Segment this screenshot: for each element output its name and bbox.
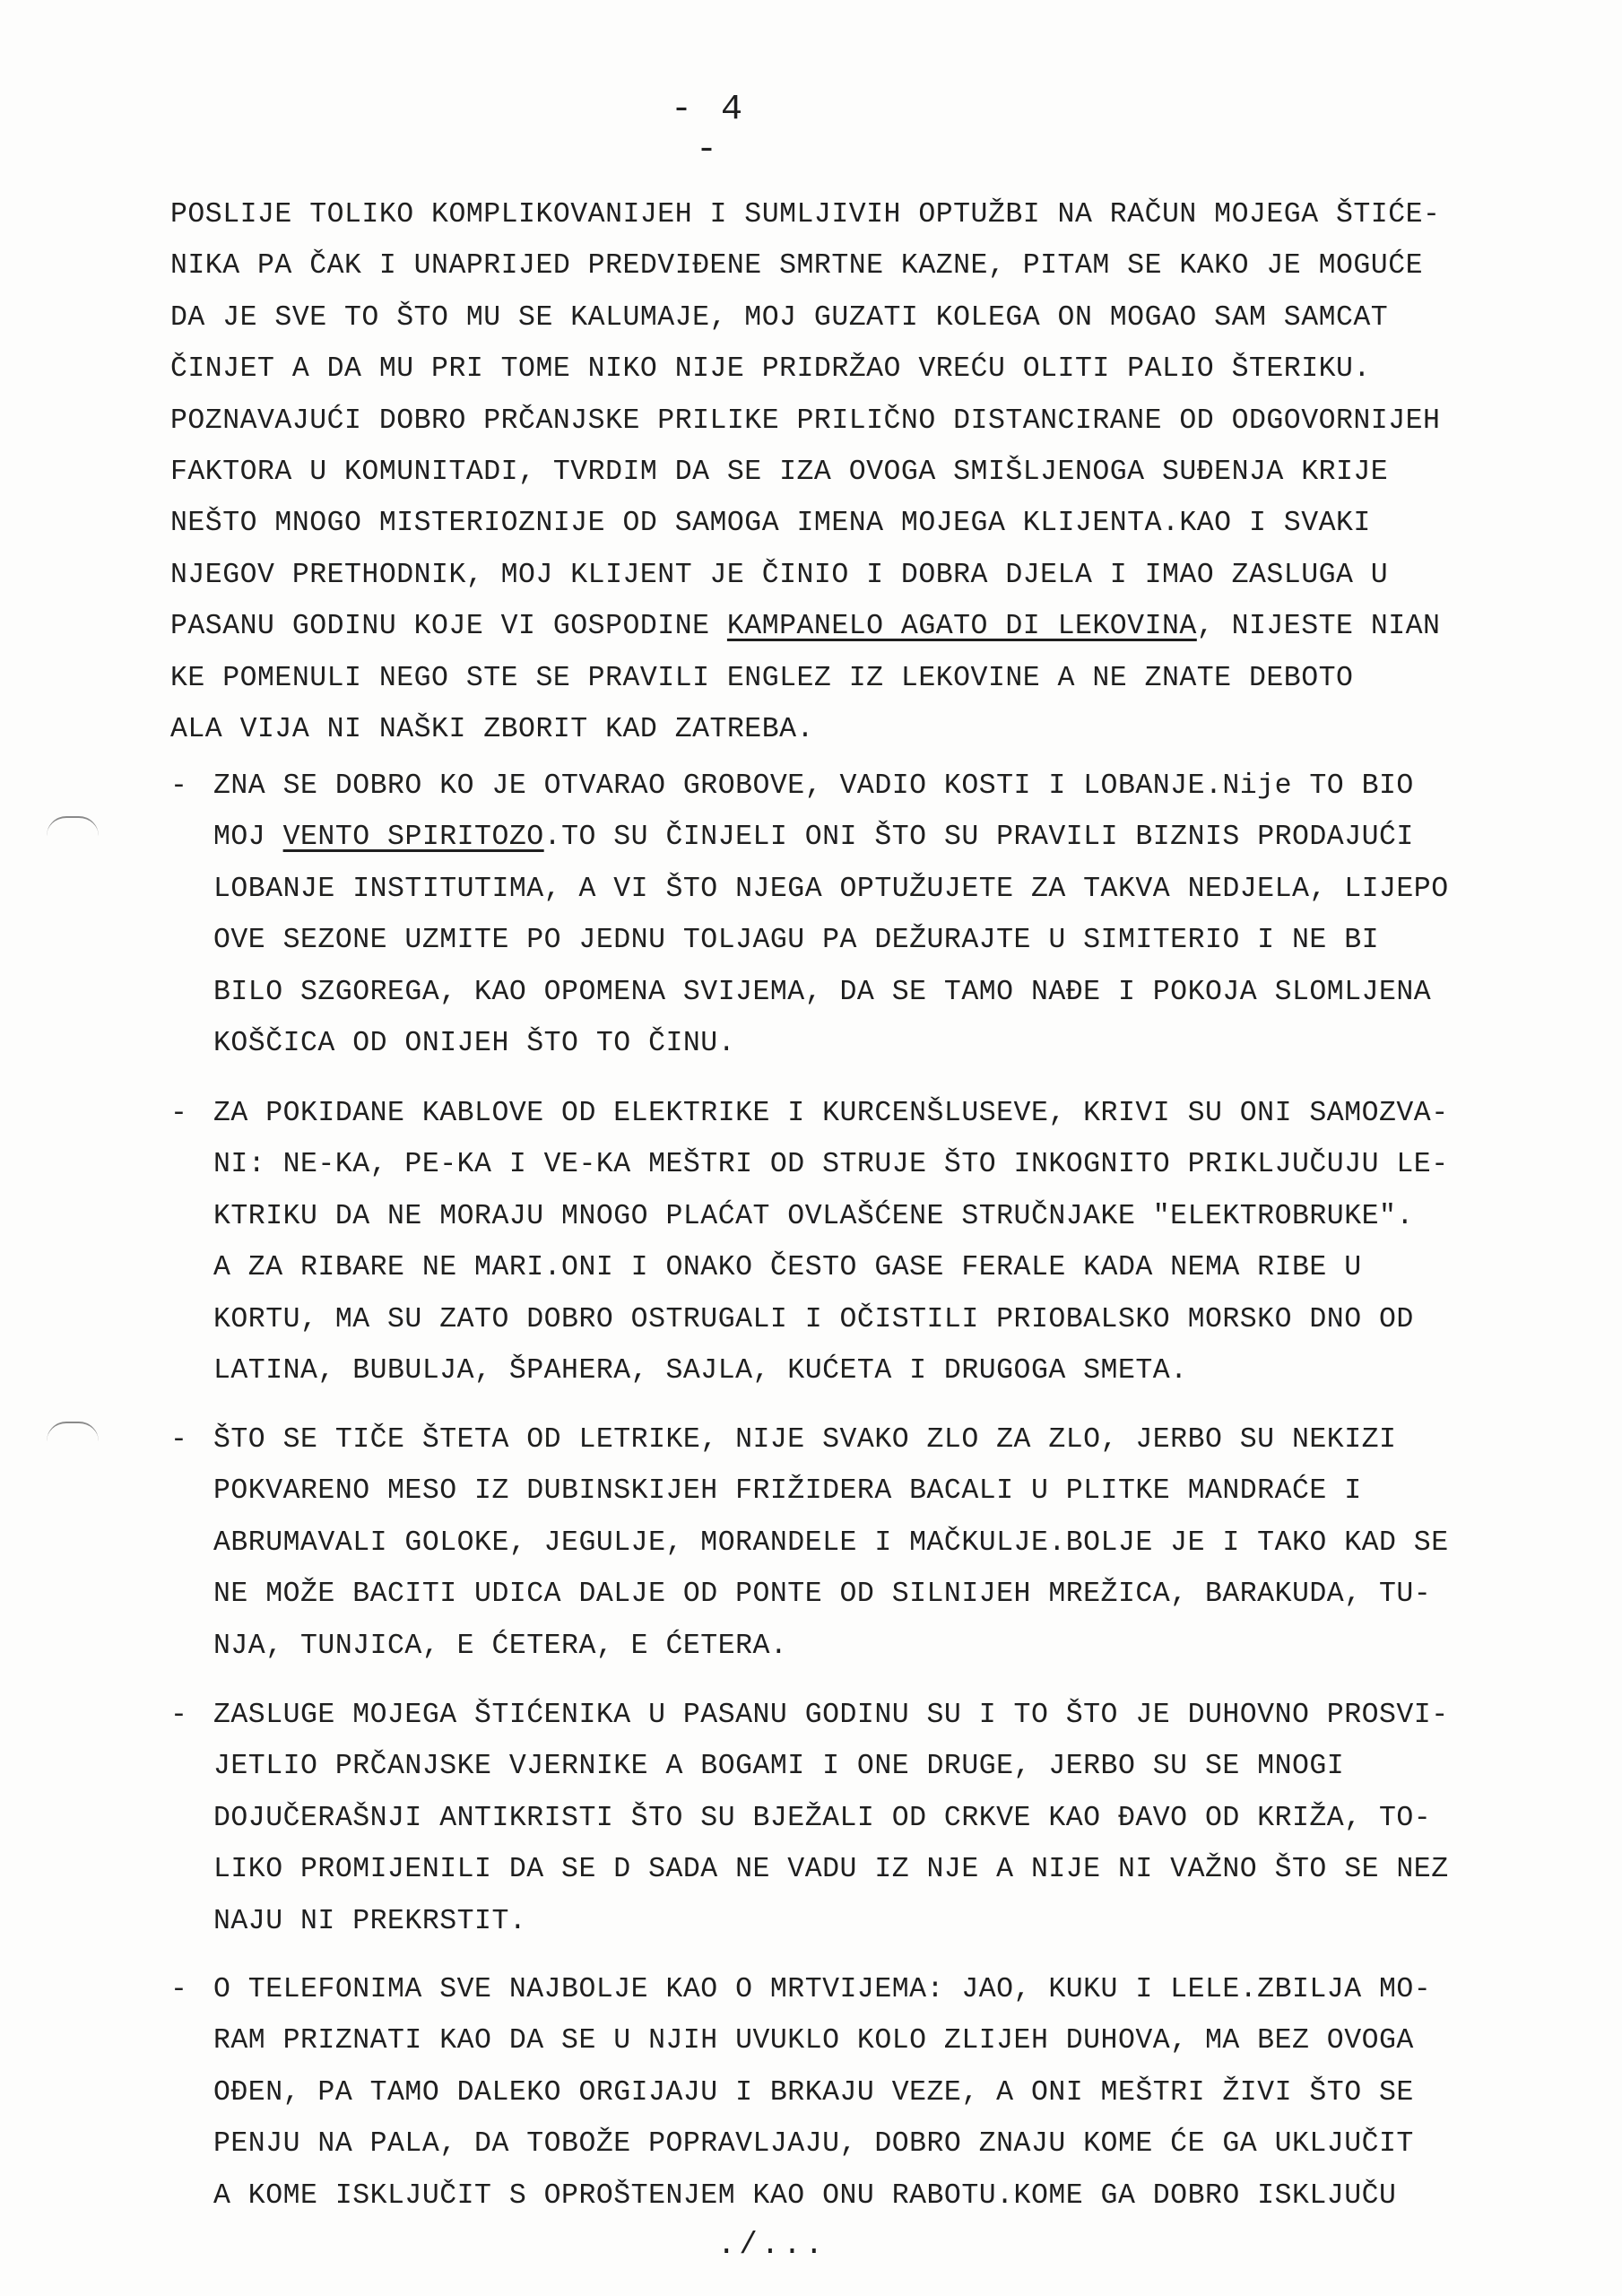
text-segment: PASANU GODINU KOJE VI GOSPODINE [170, 611, 727, 643]
text-line [170, 812, 1596, 863]
text-line: POKVARENO MESO IZ DUBINSKIJEH FRIŽIDERA BACALI U PLITKE MANDRAĆE I [213, 1475, 1362, 1508]
text-line: LIKO PROMIJENILI DA SE D SADA NE VADU IZ NJE A NIJE NI VAŽNO ŠTO SE NEZ [213, 1854, 1449, 1886]
bullet-item-damage [170, 1414, 1596, 1672]
text-line: ČINJET A DA MU PRI TOME NIKO NIJE PRIDRŽAO VREĆU OLITI PALIO ŠTERIKU. [170, 353, 1371, 386]
text-line: ALA VIJA NI NAŠKI ZBORIT KAD ZATREBA. [170, 713, 814, 745]
text-line: BILO SZGOREGA, KAO OPOMENA SVIJEMA, DA SE TAMO NAĐE I POKOJA SLOMLJENA [213, 976, 1432, 1008]
text-line: ZASLUGE MOJEGA ŠTIĆENIKA U PASANU GODINU SU I TO ŠTO JE DUHOVNO PROSVI- [213, 1700, 1449, 1731]
bullet-item-graves [170, 761, 1596, 1069]
text-line: OVE SEZONE UZMITE PO JEDNU TOLJAGU PA DEŽURAJTE U SIMITERIO I NE BI [213, 925, 1380, 957]
punch-hole-mark [47, 816, 99, 836]
bullet-item-cables [170, 1088, 1596, 1396]
bullet-dash: - [170, 1424, 188, 1456]
text-line: DOJUČERAŠNJI ANTIKRISTI ŠTO SU BJEŽALI OD CRKVE KAO ĐAVO OD KRIŽA, TO- [213, 1802, 1432, 1834]
text-line: FAKTORA U KOMUNITADI, TVRDIM DA SE IZA OVOGA SMIŠLJENOGA SUĐENJA KRIJE [170, 456, 1389, 488]
text-line: DA JE SVE TO ŠTO MU SE KALUMAJE, MOJ GUZATI KOLEGA ON MOGAO SAM SAMCAT [170, 301, 1389, 334]
bullet-dash: - [170, 1098, 188, 1129]
underlined-text: VENTO SPIRITOZO [282, 822, 544, 854]
text-line: LOBANJE INSTITUTIMA, A VI ŠTO NJEGA OPTUŽUJETE ZA TAKVA NEDJELA, LIJEPO [213, 873, 1449, 905]
text-line: NEŠTO MNOGO MISTERIOZNIJE OD SAMOGA IMENA MOJEGA KLIJENTA.KAO I SVAKI [170, 508, 1371, 540]
text-line: A KOME ISKLJUČIT S OPROŠTENJEM KAO ONU RABOTU.KOME GA DOBRO ISKLJUČU [213, 2179, 1397, 2212]
bullet-dash: - [170, 1700, 188, 1731]
text-line: NIKA PA ČAK I UNAPRIJED PREDVIĐENE SMRTNE KAZNE, PITAM SE KAKO JE MOGUĆE [170, 250, 1424, 283]
underlined-text: KAMPANELO AGATO DI LEKOVINA [726, 611, 1197, 643]
text-segment: .TO SU ČINJELI ONI ŠTO SU PRAVILI BIZNIS PRODAJUĆI [543, 822, 1414, 854]
page-number: - 4 - [670, 90, 746, 170]
text-line: ŠTO SE TIČE ŠTETA OD LETRIKE, NIJE SVAKO ZLO ZA ZLO, JERBO SU NEKIZI [213, 1424, 1397, 1456]
text-line: ABRUMAVALI GOLOKE, JEGULJE, MORANDELE I MAČKULJE.BOLJE JE I TAKO KAD SE [213, 1526, 1449, 1559]
text-line: OĐEN, PA TAMO DALEKO ORGIJAJU I BRKAJU VEZE, A ONI MEŠTRI ŽIVI ŠTO SE [213, 2076, 1414, 2109]
text-line: PENJU NA PALA, DA TOBOŽE POPRAVLJAJU, DOBRO ZNAJU KOME ĆE GA UKLJUČIT [213, 2128, 1414, 2161]
text-line: RAM PRIZNATI KAO DA SE U NJIH UVUKLO KOLO ZLIJEH DUHOVA, MA BEZ OVOGA [213, 2025, 1414, 2057]
punch-hole-mark [47, 1422, 99, 1441]
bullet-item-telephones [170, 1964, 1596, 2222]
text-line: LATINA, BUBULJA, ŠPAHERA, SAJLA, KUĆETA I DRUGOGA SMETA. [213, 1354, 1188, 1387]
text-segment: MOJ [213, 822, 283, 854]
bullet-dash: - [170, 770, 188, 802]
text-line: POZNAVAJUĆI DOBRO PRČANJSKE PRILIKE PRILIČNO DISTANCIRANE OD ODGOVORNIJEH [170, 404, 1441, 437]
text-line: NJA, TUNJICA, E ĆETERA, E ĆETERA. [213, 1630, 788, 1662]
continuation-mark: ./... [717, 2229, 828, 2263]
text-line: KOŠČICA OD ONIJEH ŠTO TO ČINU. [213, 1027, 736, 1059]
text-line: KTRIKU DA NE MORAJU MNOGO PLAĆAT OVLAŠĆENE STRUČNJAKE "ELEKTROBRUKE". [213, 1200, 1414, 1232]
text-line: O TELEFONIMA SVE NAJBOLJE KAO O MRTVIJEMA: JAO, KUKU I LELE.ZBILJA MO- [213, 1974, 1432, 2005]
text-line: KORTU, MA SU ZATO DOBRO OSTRUGALI I OČISTILI PRIOBALSKO MORSKO DNO OD [213, 1303, 1414, 1335]
text-line: NI: NE-KA, PE-KA I VE-KA MEŠTRI OD STRUJE ŠTO INKOGNITO PRIKLJUČUJU LE- [213, 1149, 1449, 1181]
text-line: A ZA RIBARE NE MARI.ONI I ONAKO ČESTO GASE FERALE KADA NEMA RIBE U [213, 1252, 1362, 1284]
text-line [170, 601, 1596, 652]
text-line: POSLIJE TOLIKO KOMPLIKOVANIJEH I SUMLJIVIH OPTUŽBI NA RAČUN MOJEGA ŠTIĆE- [170, 199, 1441, 230]
text-segment: , NIJESTE NIAN [1196, 611, 1441, 643]
text-line: KE POMENULI NEGO STE SE PRAVILI ENGLEZ IZ LEKOVINE A NE ZNATE DEBOTO [170, 662, 1354, 694]
bullet-dash: - [170, 1974, 188, 2005]
text-line: NAJU NI PREKRSTIT. [213, 1905, 527, 1937]
text-line: NJEGOV PRETHODNIK, MOJ KLIJENT JE ČINIO I DOBRA DJELA I IMAO ZASLUGA U [170, 559, 1389, 591]
text-line: NE MOŽE BACITI UDICA DALJE OD PONTE OD SILNIJEH MREŽICA, BARAKUDA, TU- [213, 1578, 1432, 1611]
bullet-item-merits [170, 1690, 1596, 1947]
text-line: ZA POKIDANE KABLOVE OD ELEKTRIKE I KURCENŠLUSEVE, KRIVI SU ONI SAMOZVA- [213, 1098, 1449, 1129]
text-line: ZNA SE DOBRO KO JE OTVARAO GROBOVE, VADIO KOSTI I LOBANJE.Nije TO BIO [213, 770, 1414, 802]
text-line: JETLIO PRČANJSKE VJERNIKE A BOGAMI I ONE DRUGE, JERBO SU SE MNOGI [213, 1751, 1345, 1783]
opening-paragraph [170, 189, 1596, 755]
